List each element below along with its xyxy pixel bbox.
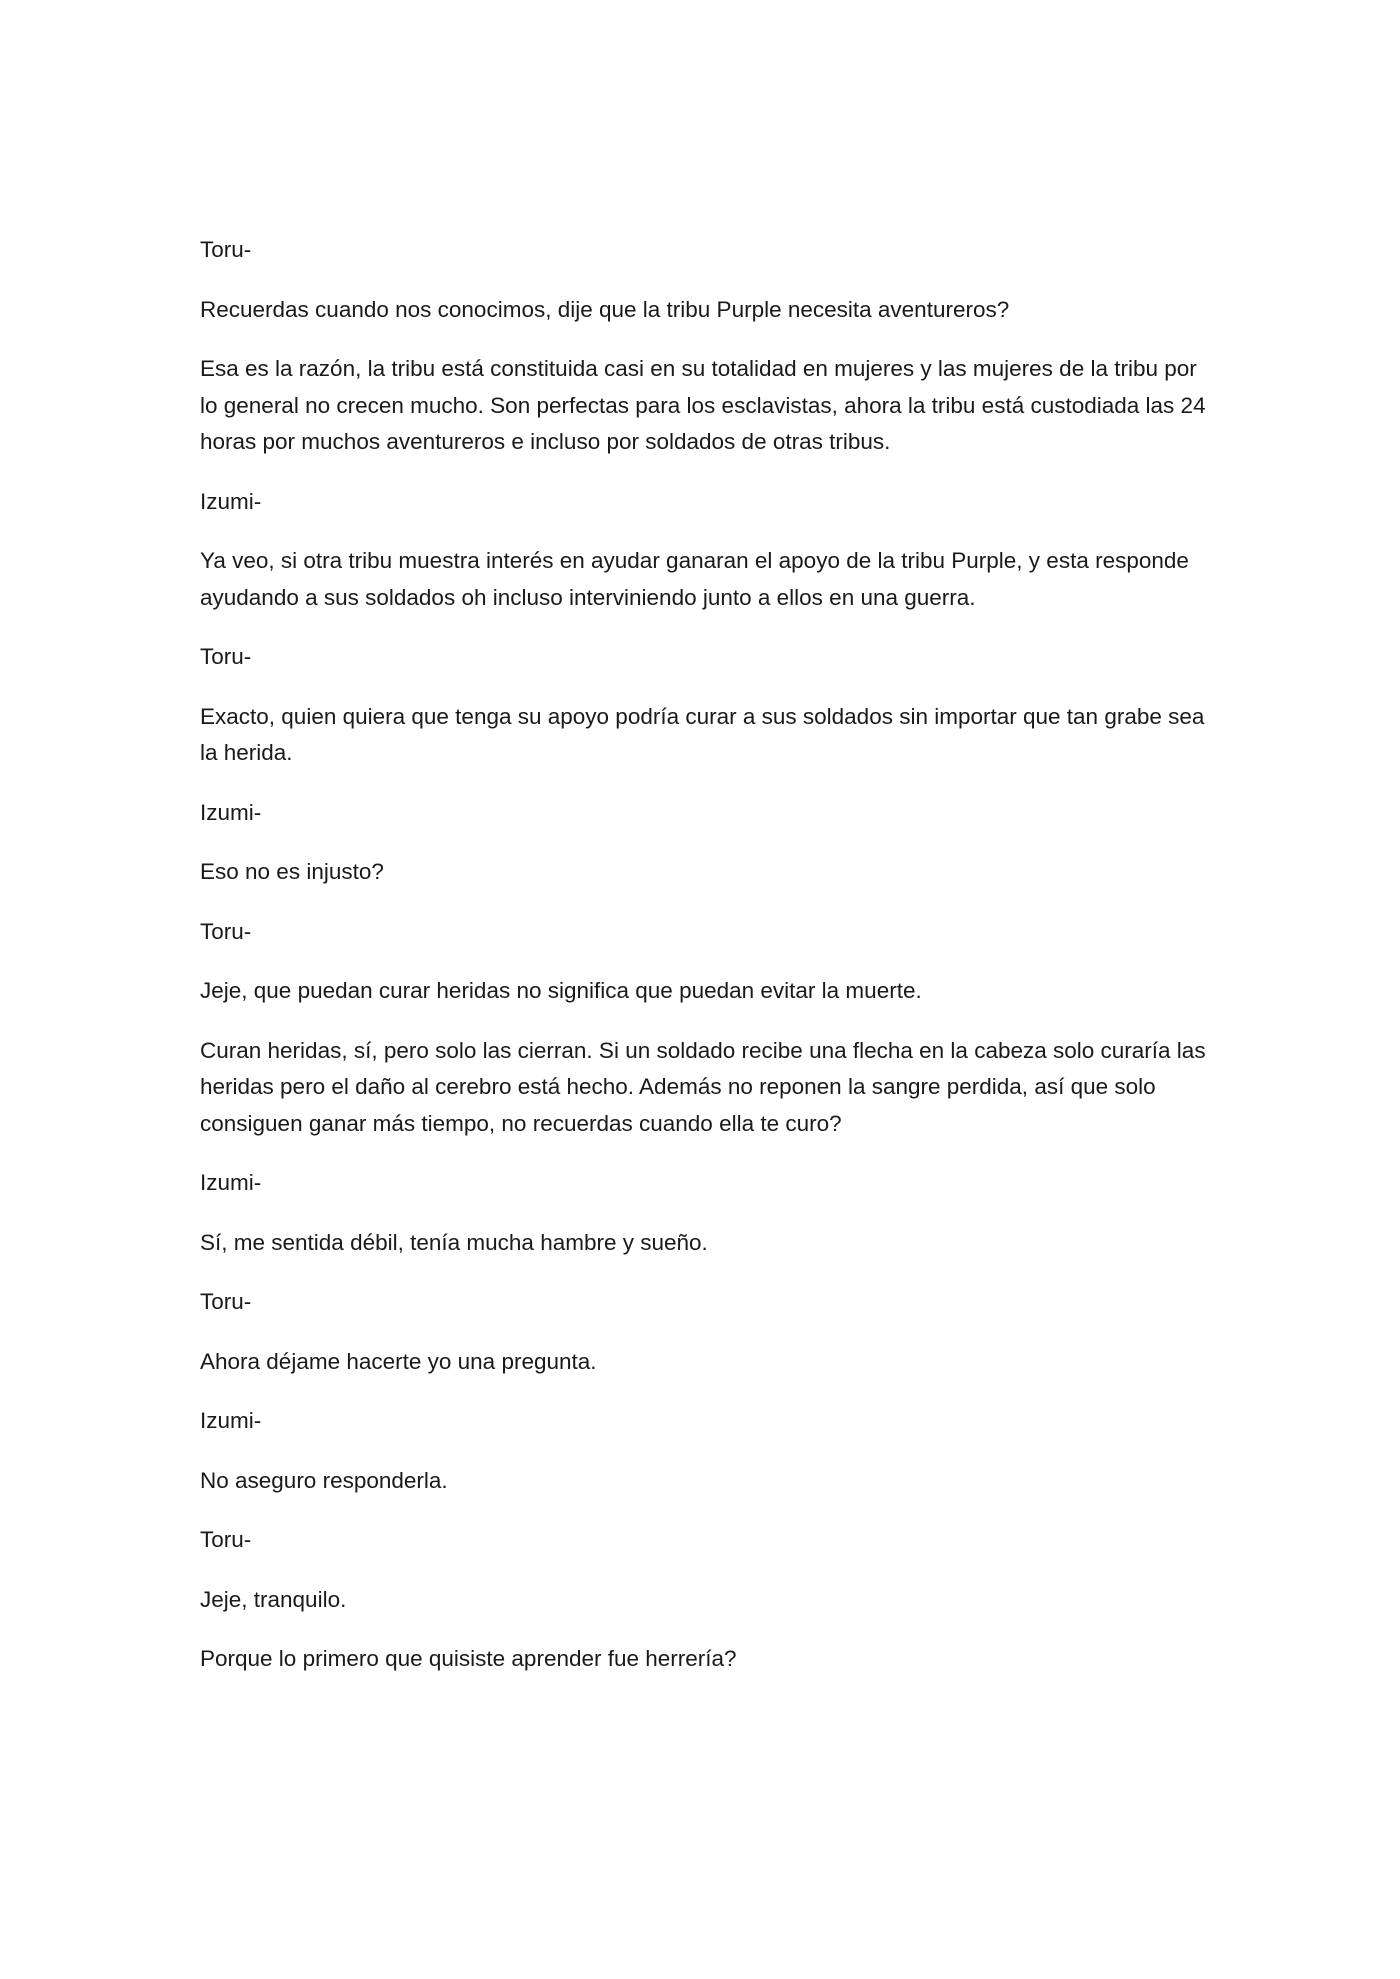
dialogue-paragraph: Sí, me sentida débil, tenía mucha hambre y sueño. [200, 1229, 708, 1255]
speaker-label: Toru- [200, 644, 252, 669]
speaker-label: Toru- [200, 1289, 252, 1314]
dialogue-paragraph: Recuerdas cuando nos conocimos, dije que la tribu Purple necesita aventureros? [200, 296, 1010, 322]
speaker-label: Toru- [200, 237, 252, 262]
speaker-label: Izumi- [200, 1170, 262, 1195]
dialogue-paragraph: Porque lo primero que quisiste aprender fue herrería? [200, 1646, 737, 1671]
dialogue-paragraph: Exacto, quien quiera que tenga su apoyo podría curar a sus soldados sin importar que tan grabe sea la herida. [200, 703, 1205, 765]
dialogue-paragraph: Eso no es injusto? [200, 859, 384, 884]
speaker-label: Izumi- [200, 1408, 262, 1433]
document-body [200, 232, 1210, 1701]
speaker-label: Toru- [200, 918, 252, 944]
speaker-label: Izumi- [200, 799, 262, 825]
dialogue-paragraph: Ahora déjame hacerte yo una pregunta. [200, 1348, 597, 1374]
dialogue-paragraph: Ya veo, si otra tribu muestra interés en ayudar ganaran el apoyo de la tribu Purple, y esta responde ayudando a sus soldados oh incluso interviniendo junto a ellos en una guerra. [200, 548, 1189, 610]
speaker-label: Toru- [200, 1527, 252, 1552]
dialogue-paragraph: Esa es la razón, la tribu está constituida casi en su totalidad en mujeres y las mujeres de la tribu por lo general no crecen mucho. Son perfectas para los esclavistas, ahora la tribu está custodiada las 24 horas por muchos aventureros e incluso por soldados de otras tribus. [200, 356, 1206, 454]
dialogue-paragraph: Jeje, que puedan curar heridas no significa que puedan evitar la muerte. [200, 978, 922, 1003]
dialogue-paragraph: Curan heridas, sí, pero solo las cierran. Si un soldado recibe una flecha en la cabeza solo curaría las heridas pero el daño al cerebro está hecho. Además no reponen la sangre perdida, así que solo consiguen ganar más tiempo, no recuerdas cuando ella te curo? [200, 1037, 1206, 1136]
speaker-label: Izumi- [200, 488, 262, 514]
dialogue-paragraph: No aseguro responderla. [200, 1467, 448, 1493]
dialogue-paragraph: Jeje, tranquilo. [200, 1586, 347, 1612]
